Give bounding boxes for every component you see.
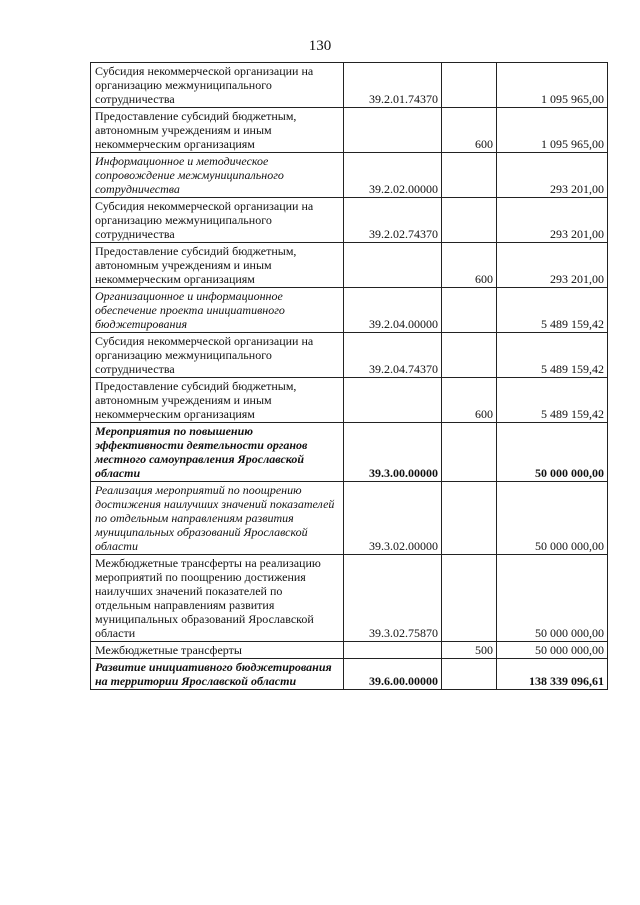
table-row <box>91 642 608 659</box>
row-name: Реализация мероприятий по поощрению достижения наилучших значений показателей по отдельным направлениям развития муниципальных образований Ярославской области <box>91 482 344 555</box>
row-name: Организационное и информационное обеспечение проекта инициативного бюджетирования <box>91 288 344 333</box>
row-sum: 1 095 965,00 <box>497 108 608 153</box>
row-kind <box>442 333 497 378</box>
budget-table <box>90 62 608 690</box>
row-kind <box>442 659 497 690</box>
table-row <box>91 659 608 690</box>
row-kind <box>442 555 497 642</box>
row-sum: 50 000 000,00 <box>497 555 608 642</box>
row-kind <box>442 482 497 555</box>
row-sum: 5 489 159,42 <box>497 378 608 423</box>
row-name: Субсидия некоммерческой организации на организацию межмуниципального сотрудничества <box>91 63 344 108</box>
row-code: 39.2.04.00000 <box>344 288 442 333</box>
row-name: Предоставление субсидий бюджетным, автономным учреждениям и иным некоммерческим организациям <box>91 378 344 423</box>
row-code <box>344 243 442 288</box>
row-sum: 5 489 159,42 <box>497 288 608 333</box>
table-row <box>91 243 608 288</box>
row-kind <box>442 288 497 333</box>
table-row <box>91 153 608 198</box>
row-sum: 50 000 000,00 <box>497 642 608 659</box>
row-sum: 293 201,00 <box>497 243 608 288</box>
table-row <box>91 108 608 153</box>
table-row <box>91 555 608 642</box>
table-row <box>91 482 608 555</box>
row-code <box>344 642 442 659</box>
row-name: Межбюджетные трансферты <box>91 642 344 659</box>
row-name: Предоставление субсидий бюджетным, автономным учреждениям и иным некоммерческим организациям <box>91 243 344 288</box>
row-name: Межбюджетные трансферты на реализацию мероприятий по поощрению достижения наилучших значений показателей по отдельным направлениям развития муниципальных образований Ярославской области <box>91 555 344 642</box>
row-kind: 600 <box>442 108 497 153</box>
row-code: 39.2.04.74370 <box>344 333 442 378</box>
row-kind: 500 <box>442 642 497 659</box>
row-code: 39.2.01.74370 <box>344 63 442 108</box>
row-code <box>344 378 442 423</box>
page-number: 130 <box>308 38 332 54</box>
row-kind <box>442 153 497 198</box>
row-sum: 1 095 965,00 <box>497 63 608 108</box>
row-code: 39.6.00.00000 <box>344 659 442 690</box>
row-name: Мероприятия по повышению эффективности деятельности органов местного самоуправления Ярославской области <box>91 423 344 482</box>
row-name: Развитие инициативного бюджетирования на территории Ярославской области <box>91 659 344 690</box>
row-name: Субсидия некоммерческой организации на организацию межмуниципального сотрудничества <box>91 333 344 378</box>
table-row <box>91 423 608 482</box>
table-row <box>91 288 608 333</box>
row-code: 39.3.00.00000 <box>344 423 442 482</box>
row-sum: 5 489 159,42 <box>497 333 608 378</box>
row-kind <box>442 198 497 243</box>
row-code: 39.2.02.00000 <box>344 153 442 198</box>
table-row <box>91 333 608 378</box>
row-name: Информационное и методическое сопровождение межмуниципального сотрудничества <box>91 153 344 198</box>
row-sum: 50 000 000,00 <box>497 482 608 555</box>
row-kind: 600 <box>442 378 497 423</box>
row-name: Субсидия некоммерческой организации на организацию межмуниципального сотрудничества <box>91 198 344 243</box>
row-code <box>344 108 442 153</box>
row-code: 39.3.02.75870 <box>344 555 442 642</box>
table-row <box>91 378 608 423</box>
table-row <box>91 198 608 243</box>
row-kind: 600 <box>442 243 497 288</box>
row-sum: 138 339 096,61 <box>497 659 608 690</box>
row-kind <box>442 423 497 482</box>
row-code: 39.2.02.74370 <box>344 198 442 243</box>
row-sum: 50 000 000,00 <box>497 423 608 482</box>
row-kind <box>442 63 497 108</box>
row-sum: 293 201,00 <box>497 153 608 198</box>
row-name: Предоставление субсидий бюджетным, автономным учреждениям и иным некоммерческим организациям <box>91 108 344 153</box>
table-row <box>91 63 608 108</box>
row-sum: 293 201,00 <box>497 198 608 243</box>
row-code: 39.3.02.00000 <box>344 482 442 555</box>
